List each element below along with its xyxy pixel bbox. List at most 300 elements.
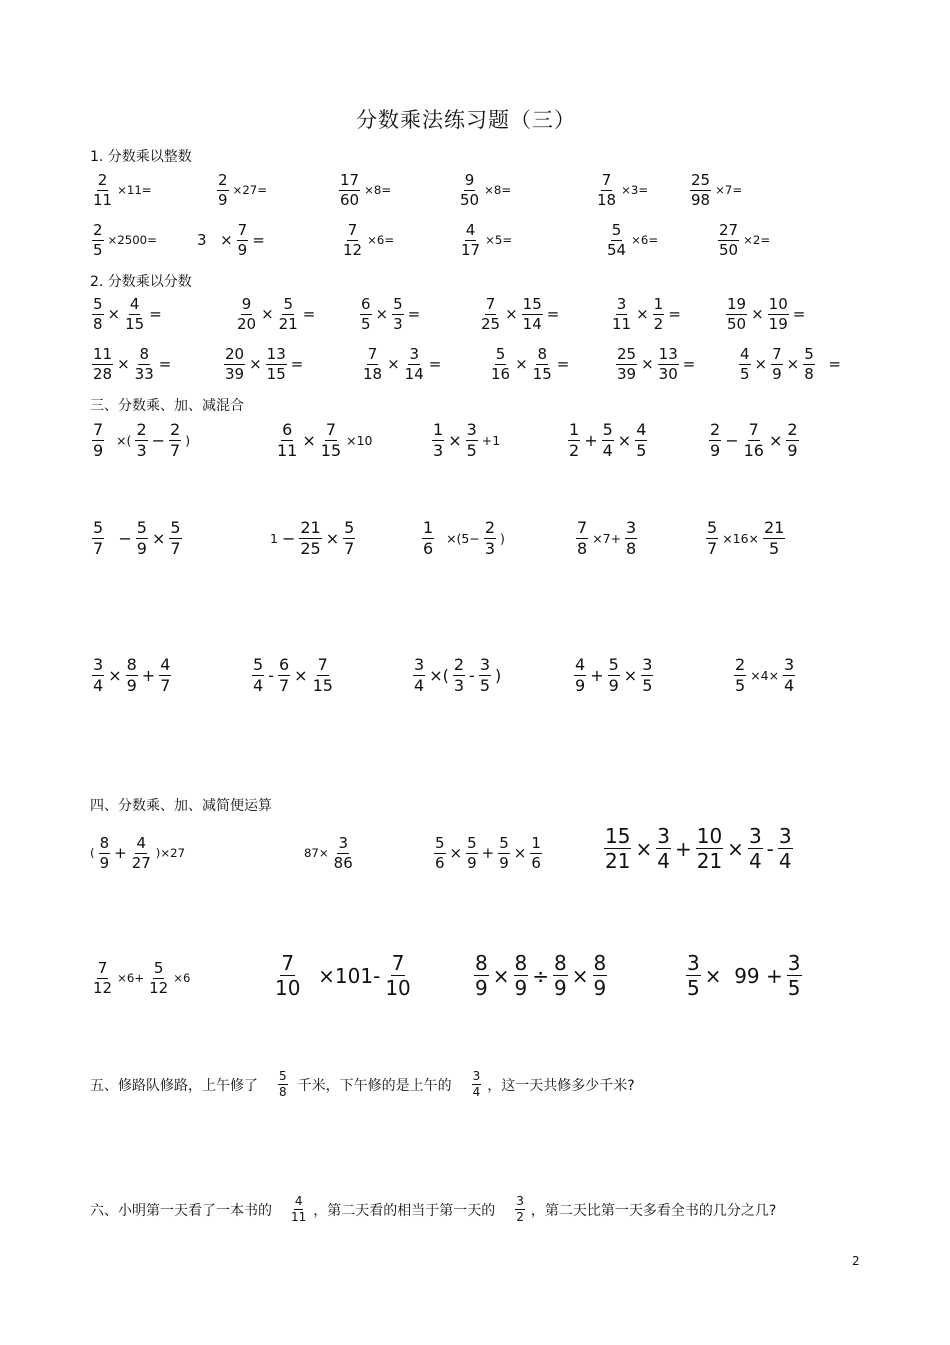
- denominator: 9: [514, 976, 528, 1000]
- exercise-expression: [566, 421, 649, 459]
- operator: ×: [635, 836, 653, 861]
- numerator: 5: [804, 345, 814, 363]
- numerator: 3: [515, 1195, 525, 1210]
- operator: ×: [249, 355, 262, 373]
- denominator: 5: [735, 675, 746, 695]
- fraction: [769, 346, 785, 382]
- fraction: [358, 296, 374, 332]
- problem-text: 五、修路队修路，上午修了: [90, 1077, 258, 1094]
- fraction: [340, 222, 365, 258]
- operator: ×101-: [305, 963, 381, 988]
- numerator: 3: [409, 345, 419, 363]
- exercise-expression: [340, 222, 396, 258]
- exercise-expression: [90, 346, 173, 382]
- operator: ×: [387, 355, 400, 373]
- denominator: 5: [740, 364, 750, 383]
- exercise-expression: [90, 172, 154, 208]
- operator: ×: [505, 305, 518, 323]
- fraction: [235, 222, 251, 258]
- fraction: [360, 346, 385, 382]
- denominator: 7: [170, 440, 181, 460]
- denominator: 14: [522, 314, 542, 333]
- exercise-expression: [88, 835, 187, 871]
- fraction: [90, 296, 106, 332]
- exercise-expression: [337, 172, 393, 208]
- operator: =: [668, 305, 681, 323]
- operator: ×: [151, 528, 166, 548]
- fraction: [784, 421, 800, 459]
- fraction: [737, 346, 753, 382]
- denominator: 7: [344, 538, 355, 558]
- exercise-expression: [594, 172, 650, 208]
- exercise-expression: [234, 296, 317, 332]
- numerator: 8: [554, 951, 567, 975]
- numerator: 3: [338, 834, 348, 852]
- exercise-expression: [602, 825, 795, 872]
- numerator: 3: [748, 824, 762, 848]
- exercise-expression: [90, 960, 192, 996]
- fraction: [90, 519, 106, 557]
- denominator: 8: [93, 314, 103, 333]
- exercise-expression: [215, 172, 269, 208]
- operator: =: [546, 305, 560, 323]
- exercise-expression: [574, 519, 639, 557]
- operator: ×: [617, 430, 632, 450]
- numerator: 4: [740, 345, 750, 363]
- numerator: 2: [170, 420, 181, 439]
- exercise-expression: [420, 519, 507, 557]
- operator: =: [818, 355, 841, 373]
- operator: ×: [448, 430, 462, 450]
- exercise-expression: [222, 346, 305, 382]
- denominator: 5: [687, 976, 700, 1000]
- numerator: 15: [605, 824, 631, 848]
- integer-term: ): [185, 432, 191, 448]
- denominator: 4: [748, 849, 762, 873]
- denominator: 11: [612, 314, 632, 333]
- operator: ×: [492, 963, 510, 988]
- exercise-expression: [716, 222, 772, 258]
- denominator: 9: [475, 976, 488, 1000]
- denominator: 7: [278, 675, 290, 695]
- denominator: 8: [279, 1085, 287, 1100]
- fraction: [591, 952, 610, 999]
- integer-term: ×7=: [715, 183, 743, 197]
- problem-text: ，这一天共修多少千米?: [487, 1077, 635, 1094]
- fraction: [572, 656, 588, 694]
- problem-text: ，第二天比第一天多看全书的几分之几?: [530, 1202, 777, 1219]
- denominator: 7: [160, 675, 171, 695]
- numerator: 2: [453, 655, 465, 674]
- fraction: [684, 952, 703, 999]
- exercise-expression: [411, 656, 503, 694]
- denominator: 54: [607, 240, 627, 259]
- operator: =: [252, 231, 265, 249]
- numerator: 1: [653, 295, 664, 313]
- fraction: [458, 222, 483, 258]
- numerator: 5: [602, 420, 613, 439]
- fraction: [651, 296, 667, 332]
- exercise-expression: [358, 296, 422, 332]
- operator: ×: [754, 355, 768, 373]
- denominator: 4: [778, 849, 792, 873]
- numerator: 5: [435, 834, 445, 852]
- word-problem-5: [90, 1070, 635, 1099]
- numerator: 20: [225, 345, 245, 363]
- denominator: 9: [772, 364, 782, 383]
- integer-term: ×5=: [485, 233, 513, 247]
- fraction: [724, 296, 749, 332]
- denominator: 4: [472, 1085, 481, 1100]
- numerator: 8: [139, 345, 149, 363]
- fraction: [470, 1070, 484, 1099]
- numerator: 5: [136, 518, 147, 537]
- denominator: 4: [93, 675, 104, 695]
- denominator: 5: [636, 440, 647, 460]
- denominator: 15: [312, 675, 333, 695]
- numerator: 7: [601, 171, 612, 189]
- fraction: [90, 172, 115, 208]
- operator: ×: [210, 231, 233, 249]
- operator: =: [302, 305, 316, 323]
- fraction: [633, 421, 649, 459]
- integer-term: ×(: [108, 432, 132, 448]
- integer-term: ×2500=: [107, 233, 157, 247]
- denominator: 86: [333, 853, 353, 872]
- exercise-expression: [268, 519, 357, 557]
- numerator: 5: [499, 834, 509, 852]
- exercise-expression: [90, 296, 164, 332]
- denominator: 50: [460, 190, 480, 209]
- fraction: [250, 656, 266, 694]
- fraction: [602, 825, 633, 872]
- fraction: [528, 835, 544, 871]
- numerator: 3: [687, 951, 700, 975]
- numerator: 5: [608, 655, 619, 674]
- exercise-expression: [737, 346, 843, 382]
- fraction: [215, 172, 231, 208]
- numerator: 25: [617, 345, 637, 363]
- fraction: [157, 656, 173, 694]
- fraction: [390, 296, 406, 332]
- numerator: 2: [484, 518, 495, 537]
- fraction: [124, 656, 140, 694]
- fraction: [430, 421, 446, 459]
- numerator: 2: [93, 221, 103, 239]
- numerator: 1: [423, 518, 434, 537]
- fraction: [272, 952, 303, 999]
- operator: ×: [449, 844, 463, 862]
- integer-term: +1: [481, 432, 501, 448]
- fraction: [496, 835, 512, 871]
- numerator: 4: [575, 655, 586, 674]
- operator: ×: [623, 665, 638, 685]
- operator: =: [792, 305, 806, 323]
- numerator: 1: [569, 420, 580, 439]
- problem-text: 六、小明第一天看了一本书的: [90, 1202, 272, 1219]
- operator: ×: [108, 665, 122, 685]
- fraction: [781, 656, 797, 694]
- fraction: [288, 1195, 309, 1224]
- numerator: 5: [93, 518, 104, 537]
- fraction: [90, 656, 106, 694]
- exercise-expression: [458, 222, 514, 258]
- denominator: 3: [136, 440, 147, 460]
- numerator: 7: [325, 420, 337, 439]
- exercise-expression: [572, 656, 655, 694]
- denominator: 9: [237, 240, 248, 259]
- exercise-expression: [250, 656, 336, 694]
- operator: ): [495, 665, 502, 685]
- fraction: [297, 519, 323, 557]
- denominator: 16: [491, 364, 511, 383]
- fraction: [167, 519, 183, 557]
- fraction: [614, 346, 639, 382]
- numerator: 9: [464, 171, 475, 189]
- fraction: [331, 835, 356, 871]
- fraction: [766, 296, 791, 332]
- operator: ×: [261, 305, 274, 323]
- numerator: 4: [636, 420, 647, 439]
- denominator: 9: [467, 853, 477, 872]
- fraction: [716, 222, 741, 258]
- operator: +: [674, 836, 692, 861]
- numerator: 6: [361, 295, 371, 313]
- fraction: [276, 296, 301, 332]
- denominator: 9: [710, 440, 721, 460]
- denominator: 2: [569, 440, 580, 460]
- numerator: 5: [278, 1070, 288, 1085]
- denominator: 5: [93, 240, 103, 259]
- integer-term: ×4×: [750, 667, 780, 683]
- fraction: [478, 296, 503, 332]
- numerator: 11: [93, 345, 113, 363]
- denominator: 5: [642, 675, 653, 695]
- numerator: 25: [691, 171, 711, 189]
- operator: −: [725, 430, 739, 450]
- exercise-expression: [90, 421, 192, 459]
- operator: =: [428, 355, 442, 373]
- numerator: 2: [735, 655, 746, 674]
- fraction: [234, 296, 259, 332]
- integer-term: (: [90, 846, 95, 860]
- exercise-expression: [90, 519, 184, 557]
- operator: ×: [375, 305, 389, 323]
- numerator: 2: [218, 171, 228, 189]
- operator: =: [158, 355, 172, 373]
- integer-term: ×7+: [592, 530, 622, 546]
- operator: ×: [515, 355, 528, 373]
- fraction: [594, 172, 619, 208]
- denominator: 11: [93, 190, 113, 209]
- operator: +: [584, 430, 598, 450]
- denominator: 4: [414, 675, 425, 695]
- fraction: [704, 519, 720, 557]
- fraction: [776, 825, 795, 872]
- operator: −: [281, 528, 296, 548]
- denominator: 21: [605, 849, 631, 873]
- integer-term: ×8=: [484, 183, 512, 197]
- numerator: 7: [317, 655, 328, 674]
- integer-term: ×16×: [722, 530, 759, 546]
- fraction: [167, 421, 183, 459]
- fraction: [146, 960, 171, 996]
- operator: ×: [513, 844, 527, 862]
- denominator: 12: [343, 240, 363, 259]
- fraction: [574, 519, 590, 557]
- denominator: 6: [423, 538, 434, 558]
- numerator: 5: [93, 295, 103, 313]
- fraction: [530, 346, 555, 382]
- exercise-expression: [430, 421, 502, 459]
- numerator: 15: [522, 295, 542, 313]
- fraction: [472, 952, 491, 999]
- denominator: 9: [787, 440, 798, 460]
- operator: -: [766, 836, 774, 861]
- fraction: [432, 835, 448, 871]
- operator: × 99 +: [704, 963, 783, 988]
- numerator: 4: [136, 834, 146, 852]
- denominator: 3: [433, 440, 444, 460]
- numerator: 10: [696, 824, 723, 848]
- numerator: 6: [282, 420, 293, 439]
- exercise-expression: [302, 835, 356, 871]
- numerator: 7: [237, 221, 248, 239]
- denominator: 10: [385, 976, 411, 1000]
- fraction: [318, 421, 344, 459]
- numerator: 3: [626, 518, 637, 537]
- fraction: [274, 421, 300, 459]
- denominator: 30: [658, 364, 678, 383]
- numerator: 3: [784, 655, 795, 674]
- denominator: 9: [593, 976, 607, 1000]
- operator: ×: [294, 665, 308, 685]
- fraction: [90, 421, 106, 459]
- fraction: [785, 952, 804, 999]
- fraction: [129, 835, 154, 871]
- integer-term: ×6: [173, 971, 191, 985]
- denominator: 50: [727, 314, 747, 333]
- numerator: 8: [475, 951, 488, 975]
- operator: ×: [302, 430, 316, 450]
- fraction: [132, 346, 157, 382]
- operator: =: [556, 355, 570, 373]
- problem-text: ，第二天看的相当于第一天的: [313, 1202, 496, 1219]
- numerator: 7: [347, 221, 358, 239]
- denominator: 19: [768, 314, 788, 333]
- exercise-expression: [195, 222, 267, 258]
- fraction: [606, 656, 622, 694]
- numerator: 7: [577, 518, 588, 537]
- denominator: 39: [225, 364, 245, 383]
- exercise-expression: [360, 346, 443, 382]
- exercise-expression: [724, 296, 807, 332]
- denominator: 9: [126, 675, 137, 695]
- denominator: 9: [608, 675, 619, 695]
- denominator: 5: [769, 538, 780, 558]
- operator: ×: [751, 305, 764, 323]
- numerator: 27: [719, 221, 739, 239]
- numerator: 8: [126, 655, 137, 674]
- numerator: 2: [97, 171, 108, 189]
- operator: ×: [641, 355, 654, 373]
- exercise-expression: [472, 952, 609, 999]
- denominator: 9: [499, 853, 509, 872]
- integer-term: ×8=: [364, 183, 392, 197]
- integer-term: ×10: [346, 432, 373, 448]
- fraction: [566, 421, 582, 459]
- denominator: 3: [453, 675, 465, 695]
- numerator: 2: [787, 420, 798, 439]
- numerator: 13: [658, 345, 678, 363]
- denominator: 98: [691, 190, 711, 209]
- denominator: 16: [743, 440, 764, 460]
- fraction: [761, 519, 787, 557]
- denominator: 6: [531, 853, 541, 872]
- numerator: 2: [710, 420, 721, 439]
- operator: −: [151, 430, 166, 450]
- operator: -: [268, 665, 274, 685]
- word-problem-6: [90, 1195, 776, 1224]
- numerator: 8: [514, 951, 528, 975]
- fraction: [477, 656, 493, 694]
- denominator: 28: [93, 364, 113, 383]
- operator: ×: [325, 528, 340, 548]
- denominator: 14: [404, 364, 424, 383]
- numerator: 8: [99, 834, 110, 852]
- fraction: [90, 346, 115, 382]
- exercise-expression: [478, 296, 561, 332]
- denominator: 7: [707, 538, 718, 558]
- numerator: 5: [253, 655, 264, 674]
- fraction: [264, 346, 289, 382]
- fraction: [122, 296, 147, 332]
- fraction: [623, 519, 639, 557]
- denominator: 8: [626, 538, 637, 558]
- denominator: 50: [719, 240, 739, 259]
- numerator: 8: [537, 345, 547, 363]
- denominator: 33: [134, 364, 154, 383]
- fraction: [222, 346, 247, 382]
- exercise-expression: [90, 656, 173, 694]
- denominator: 9: [99, 853, 110, 872]
- numerator: 7: [772, 345, 782, 363]
- denominator: 15: [320, 440, 342, 460]
- denominator: 27: [131, 853, 151, 872]
- fraction: [488, 346, 513, 382]
- denominator: 25: [481, 314, 501, 333]
- exercise-expression: [707, 421, 801, 459]
- exercise-expression: [274, 421, 374, 459]
- operator: =: [682, 355, 696, 373]
- denominator: 11: [291, 1210, 307, 1225]
- denominator: 18: [363, 364, 383, 383]
- fraction: [688, 172, 713, 208]
- fraction: [420, 519, 436, 557]
- numerator: 3: [616, 295, 627, 313]
- fraction: [464, 835, 480, 871]
- operator: =: [407, 305, 421, 323]
- numerator: 5: [283, 295, 293, 313]
- fraction: [464, 421, 480, 459]
- integer-term: ×11=: [117, 183, 152, 197]
- numerator: 7: [281, 951, 295, 975]
- fraction: [411, 656, 427, 694]
- fraction: [382, 952, 413, 999]
- numerator: 7: [391, 951, 405, 975]
- numerator: 21: [763, 518, 785, 537]
- section-2-heading: 2. 分数乘以分数: [90, 274, 192, 290]
